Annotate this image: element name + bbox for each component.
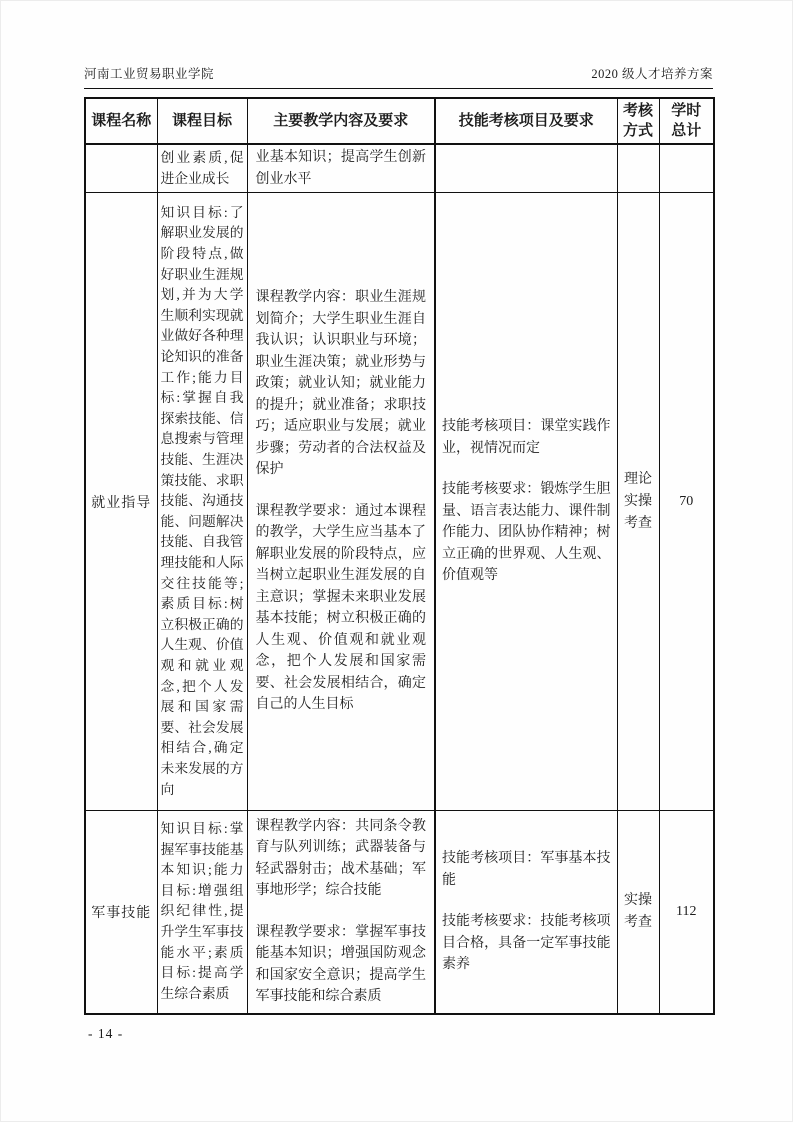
course-table [84, 97, 715, 1015]
cell-objectives: 创业素质,促进企业成长 [157, 144, 247, 193]
header-rule [84, 88, 713, 89]
col-header-skill-assessment: 技能考核项目及要求 [435, 98, 617, 144]
cell-skill-assessment [435, 193, 617, 811]
cell-course-name [85, 144, 157, 193]
teaching-content-paragraph: 课程教学内容：职业生涯规划简介；大学生职业生涯自我认识；认识职业与环境；职业生涯决策；就业形势与政策；就业认知；就业能力的提升；就业准备；求职技巧；适应职业与发展；就业步骤；劳动者的合法权益及保护 [255, 290, 426, 478]
cell-course-name: 军事技能 [85, 811, 157, 1014]
col-header-teaching-content: 主要教学内容及要求 [247, 98, 435, 144]
teaching-content-paragraph: 业基本知识；提高学生创新创业水平 [255, 150, 426, 187]
cell-objectives: 知识目标:了解职业发展的阶段特点,做好职业生涯规划,并为大学生顺利实现就业做好各种理论知识的准备工作;能力目标:掌握自我探索技能、信息搜索与管理技能、生涯决策技能、求职技能、沟通技能、问题解决技能、自我管理技能和人际交往技能等;素质目标:树立积极正确的人生观、价值观和就业观念,把个人发展和国家需要、社会发展相结合,确定未来发展的方向 [157, 193, 247, 811]
table-row-employment-guidance [85, 193, 714, 811]
assessment-requirement-paragraph: 技能考核要求：技能考核项目合格，具备一定军事技能素养 [442, 914, 611, 972]
cell-assessment-method: 实操考查 [617, 811, 659, 1014]
table-header-row [85, 98, 714, 144]
cell-total-hours [659, 144, 714, 193]
col-header-total-hours: 学时总计 [659, 98, 714, 144]
teaching-requirement-paragraph: 课程教学要求：通过本课程的教学，大学生应当基本了解职业发展的阶段特点，应当树立起职业生涯发展的自主意识；掌握未来职业发展基本技能；树立积极正确的人生观、价值观和就业观念，把个人发展和国家需要、社会发展相结合，确定自己的人生目标 [255, 503, 426, 713]
cell-course-name: 就业指导 [85, 193, 157, 811]
cell-assessment-method: 理论实操考查 [617, 193, 659, 811]
cell-skill-assessment [435, 144, 617, 193]
col-header-assessment-method: 考核方式 [617, 98, 659, 144]
cell-teaching-content [247, 193, 435, 811]
assessment-item-paragraph: 技能考核项目：课堂实践作业，视情况而定 [442, 419, 611, 456]
teaching-requirement-paragraph: 课程教学要求：掌握军事技能基本知识；增强国防观念和国家安全意识；提高学生军事技能和综合素质 [255, 924, 426, 1005]
col-header-objectives: 课程目标 [157, 98, 247, 144]
cell-skill-assessment [435, 811, 617, 1014]
page-number: - 14 - [88, 1026, 124, 1041]
page-header [84, 66, 713, 82]
teaching-content-paragraph: 课程教学内容：共同条令教育与队列训练；武器装备与轻武器射击；战术基础；军事地形学；综合技能 [255, 818, 426, 899]
cell-objectives: 知识目标:掌握军事技能基本知识;能力目标:增强组织纪律性,提升学生军事技能水平;素质目标:提高学生综合素质 [157, 811, 247, 1014]
cell-assessment-method [617, 144, 659, 193]
table-row-military-skills [85, 811, 714, 1014]
table-row-continuation [85, 144, 714, 193]
cell-teaching-content [247, 144, 435, 193]
col-header-course-name: 课程名称 [85, 98, 157, 144]
assessment-item-paragraph: 技能考核项目：军事基本技能 [442, 851, 611, 888]
header-plan-title: 2020 级人才培养方案 [591, 67, 713, 81]
cell-total-hours: 70 [659, 193, 714, 811]
cell-teaching-content [247, 811, 435, 1014]
assessment-requirement-paragraph: 技能考核要求：锻炼学生胆量、语言表达能力、课件制作能力、团队协作精神；树立正确的世界观、人生观、价值观等 [442, 482, 611, 584]
cell-total-hours: 112 [659, 811, 714, 1014]
header-school-name: 河南工业贸易职业学院 [84, 67, 215, 81]
